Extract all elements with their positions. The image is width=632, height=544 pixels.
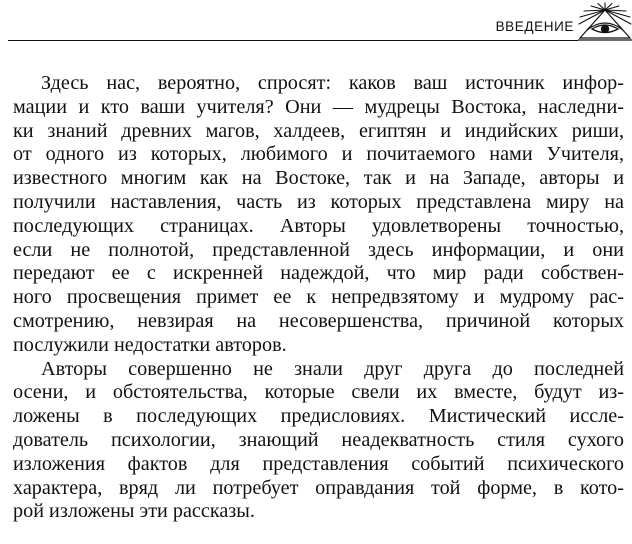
text-line: от одного из которых, любимого и почитаемого нами Учителя,	[13, 143, 624, 166]
text-line: передают ее с искренней надеждой, что мир ради собствен-	[13, 262, 624, 285]
text-line: Авторы совершенно не знали друг друга до последней	[41, 357, 624, 380]
body-text	[13, 72, 624, 524]
text-line: послужили недостатки авторов.	[13, 333, 287, 356]
text-line: дователь психологии, знающий неадекватность стиля сухого	[13, 428, 624, 451]
text-line: ного просвещения примет ее к непредвзятому и мудрому рас-	[13, 286, 624, 309]
text-line: если не полнотой, представленной здесь информации, и они	[13, 238, 624, 261]
text-line: рой изложены эти рассказы.	[13, 500, 255, 523]
text-line: последующих страницах. Авторы удовлетворены точностью,	[13, 214, 624, 237]
text-line: характера, вряд ли потребует оправдания той форме, в кото-	[13, 476, 624, 499]
header-rule	[8, 40, 578, 41]
paragraph-2	[13, 358, 624, 525]
text-line: известного многим как на Востоке, так и на Западе, авторы и	[13, 167, 624, 190]
radiant-eye-icon	[578, 2, 632, 44]
text-line: изложения фактов для представления событий психического	[13, 452, 624, 475]
text-line: осени, и обстоятельства, которые свели их вместе, будут из-	[13, 381, 624, 404]
text-line: получили наставления, часть из которых представлена миру на	[13, 190, 624, 213]
text-line: ки знаний древних магов, халдеев, египтян и индийских риши,	[13, 119, 624, 142]
text-line: ложены в последующих предисловиях. Мистический иссле-	[13, 405, 624, 428]
page-header	[0, 0, 632, 44]
paragraph-1	[13, 72, 624, 358]
section-title: ВВЕДЕНИЕ	[495, 19, 574, 34]
text-line: смотрению, невзирая на несовершенства, причиной которых	[13, 309, 624, 332]
text-line: Здесь нас, вероятно, спросят: каков ваш источник инфор-	[41, 72, 624, 94]
text-line: мации и кто ваши учителя? Они — мудрецы Востока, наследни-	[13, 95, 624, 118]
